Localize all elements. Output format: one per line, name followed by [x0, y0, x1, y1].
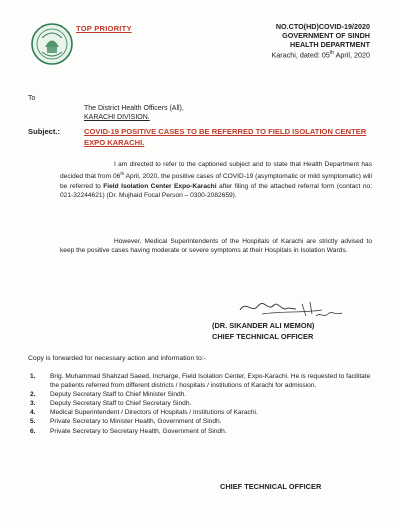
- signatory-name: (DR. SIKANDER ALI MEMON): [212, 321, 315, 330]
- list-item: 4. Medical Superintendent / Directors of Hospitals / Institutions of Karachi.: [30, 409, 258, 417]
- sindh-government-seal-icon: [30, 22, 74, 66]
- department-name: HEALTH DEPARTMENT: [290, 40, 370, 49]
- subject-text: COVID-19 POSITIVE CASES TO BE REFERRED TO FIELD ISOLATION CENTER EXPO KARACHI.: [84, 127, 367, 147]
- letterhead: [220, 22, 370, 59]
- government-name: GOVERNMENT OF SINDH: [282, 31, 370, 40]
- list-item: 6. Private Secretary to Secretary Health, Government of Sindh.: [30, 427, 227, 435]
- reference-number: NO.CTO(HD)COVID-19/2020: [275, 22, 370, 31]
- letter-date: Karachi, dated: 05th April, 2020: [271, 50, 370, 60]
- list-item: 1. Brig. Muhammad Shahzad Saeed, Incharge, Field Isolation Center, Expo-Karachi. He is requested to facilitate the patients referred from different districts / hospitals / institutions of Karachi for admission.: [30, 373, 371, 389]
- to-label: To: [28, 95, 36, 102]
- handwritten-signature: [232, 296, 352, 322]
- priority-label: TOP PRIORITY: [76, 24, 132, 33]
- isolation-center-name: Field Isolation Center Expo-Karachi: [103, 182, 217, 190]
- body-paragraph-1: I am directed to refer to the captioned subject and to state that Health Department has decided that from 06th April, 2020, the positive cases of COVID-19 (asymptomatic or mild symptomatic) will be referred to Field Isolation Center Expo-Karachi after filing of the attached referral form (contact no: 021-32244621) (Dr. Mujhaid Focal Person – 0300-2082659).: [60, 161, 372, 200]
- subject-label: Subject.:: [28, 127, 61, 136]
- recipient-line: The District Health Officers (All),: [84, 105, 184, 112]
- signatory-block: [212, 320, 314, 342]
- recipient-address: [84, 104, 184, 122]
- copy-to-list: [30, 373, 375, 437]
- footer-signatory-title: CHIEF TECHNICAL OFFICER: [220, 482, 322, 491]
- copy-to-intro: Copy is forwarded for necessary action and information to:-: [28, 355, 206, 362]
- body-paragraph-2: However, Medical Superintendents of the Hospitals of Karachi are strictly advised to keep the positive cases having moderate or severe symptoms at their Hospitals in Isolation Wards.: [60, 238, 372, 255]
- list-item: 2. Deputy Secretary Staff to Chief Minister Sindh.: [30, 390, 187, 398]
- recipient-division: KARACHI DIVISION.: [84, 114, 150, 121]
- signatory-title: CHIEF TECHNICAL OFFICER: [212, 332, 314, 341]
- list-item: 3. Deputy Secretary Staff to Chief Secretary Sindh.: [30, 399, 192, 407]
- list-item: 5. Private Secretary to Minister Health, Government of Sindh.: [30, 418, 222, 426]
